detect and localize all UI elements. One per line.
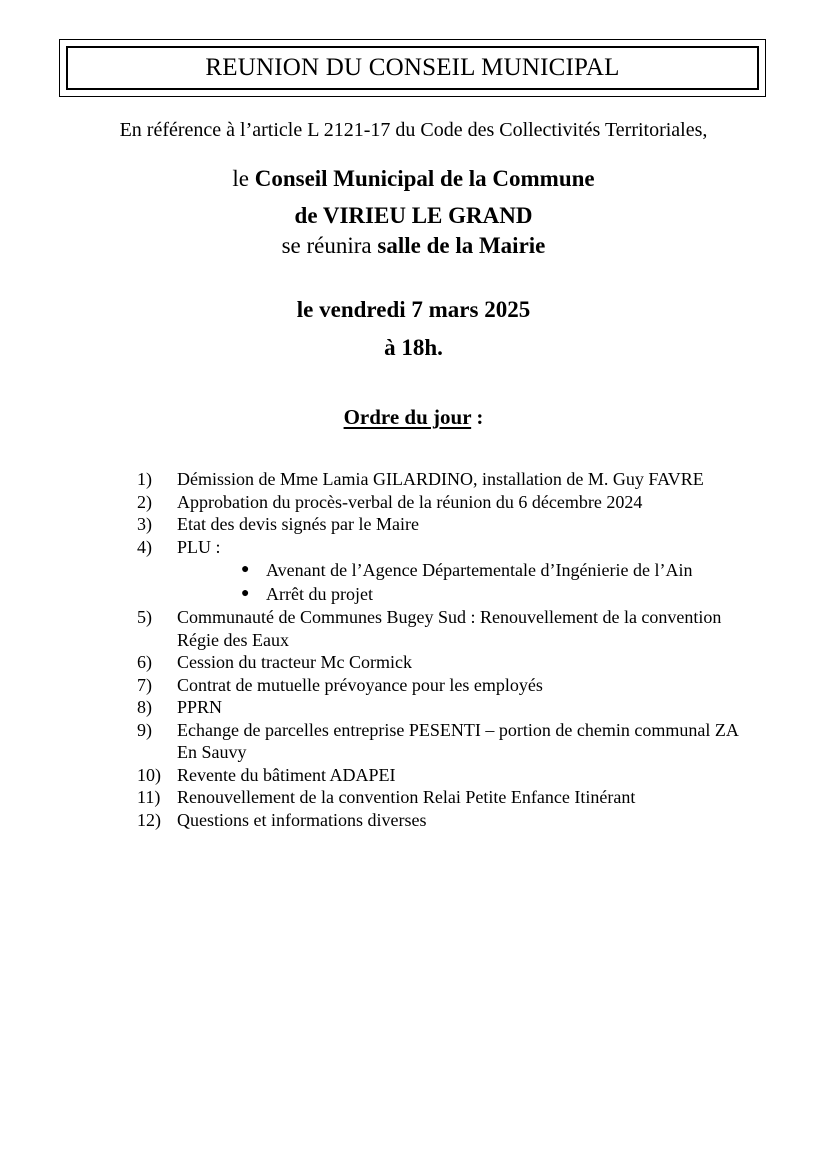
location-prefix: se réunira <box>281 233 378 258</box>
item-text: Approbation du procès-verbal de la réunion du 6 décembre 2024 <box>177 491 643 512</box>
item-number: 6) <box>137 652 152 672</box>
list-item <box>137 719 757 764</box>
item-number: 9) <box>137 719 152 740</box>
item-text: Etat des devis signés par le Maire <box>177 514 419 534</box>
agenda-title-colon: : <box>471 405 484 429</box>
item-text: Questions et informations diverses <box>177 809 427 830</box>
title-frame <box>59 39 766 97</box>
document-title: REUNION DU CONSEIL MUNICIPAL <box>66 46 759 90</box>
meeting-date: le vendredi 7 mars 2025 <box>296 297 531 322</box>
commune-name: de VIRIEU LE GRAND <box>294 203 533 228</box>
item-number: 1) <box>137 469 152 489</box>
list-item <box>137 513 757 536</box>
list-item <box>137 491 757 514</box>
agenda-title: Ordre du jour <box>343 405 472 429</box>
item-text: PLU : <box>177 536 221 557</box>
item-text: Communauté de Communes Bugey Sud : Renouvellement de la convention Régie des Eaux <box>177 607 722 650</box>
item-number: 10) <box>137 764 161 785</box>
item-text: Echange de parcelles entreprise PESENTI – portion de chemin communal ZA En Sauvy <box>177 719 738 762</box>
council-name: Conseil Municipal de la Commune <box>254 166 595 191</box>
list-item <box>137 606 757 651</box>
item-number: 2) <box>137 491 152 512</box>
item-text: Démission de Mme Lamia GILARDINO, installation de M. Guy FAVRE <box>177 469 704 489</box>
item-number: 8) <box>137 697 152 717</box>
bullet-icon: ● <box>241 586 250 601</box>
meeting-location: salle de la Mairie <box>377 233 546 258</box>
item-number: 4) <box>137 536 152 557</box>
item-number: 3) <box>137 514 152 534</box>
agenda-heading <box>0 405 827 430</box>
item-text: Cession du tracteur Mc Cormick <box>177 652 412 672</box>
bullet-icon: ● <box>241 562 250 577</box>
item-number: 7) <box>137 674 152 695</box>
council-prefix: le <box>232 166 255 191</box>
meeting-time: à 18h. <box>384 335 443 360</box>
item-text: Revente du bâtiment ADAPEI <box>177 764 396 785</box>
sub-list-item <box>137 582 757 606</box>
legal-reference: En référence à l’article L 2121-17 du Code des Collectivités Territoriales, <box>119 119 708 141</box>
list-item <box>137 468 757 491</box>
sub-list-item <box>137 558 757 582</box>
item-text: Contrat de mutuelle prévoyance pour les employés <box>177 674 543 695</box>
list-item <box>137 809 757 832</box>
agenda-list <box>137 468 757 831</box>
council-line-1 <box>0 166 827 192</box>
item-number: 12) <box>137 809 161 830</box>
item-number: 5) <box>137 607 152 627</box>
list-item <box>137 786 757 809</box>
sub-item-text: Avenant de l’Agence Départementale d’Ingénierie de l’Ain <box>266 560 693 580</box>
sub-item-text: Arrêt du projet <box>266 584 373 604</box>
list-item <box>137 651 757 674</box>
item-number: 11) <box>137 787 161 807</box>
list-item <box>137 674 757 697</box>
item-text: Renouvellement de la convention Relai Petite Enfance Itinérant <box>177 787 636 807</box>
item-text: PPRN <box>177 697 223 717</box>
council-location-line <box>0 233 827 259</box>
list-item <box>137 696 757 719</box>
list-item <box>137 536 757 559</box>
list-item <box>137 764 757 787</box>
